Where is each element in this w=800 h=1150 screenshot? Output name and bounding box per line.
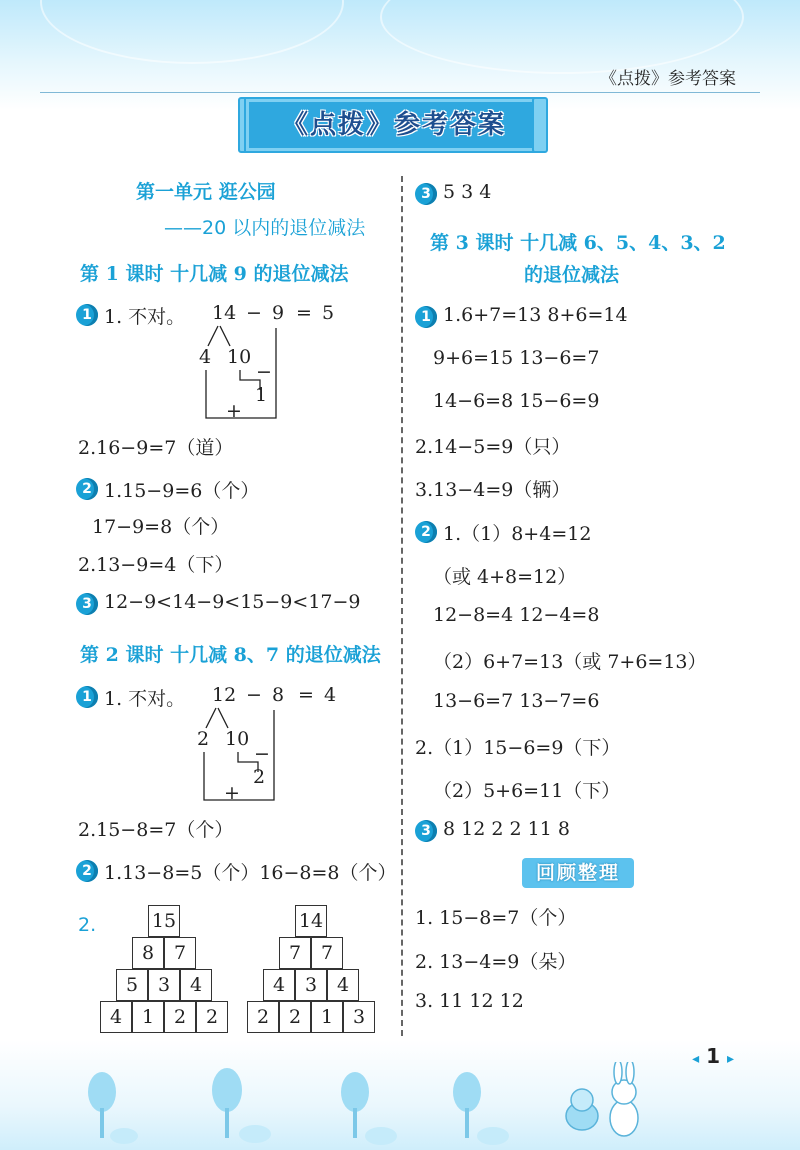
bottom-decorative-band <box>0 1040 800 1150</box>
l2-split-minus: − <box>254 743 270 765</box>
section-badge-1-icon: 1 <box>76 686 98 708</box>
tree-icon <box>205 1066 275 1150</box>
pyramid2-cell: 1 <box>311 1001 343 1033</box>
lesson-1-title: 第 1 课时 十几减 9 的退位减法 <box>80 263 349 285</box>
pyramid1-cell: 4 <box>100 1001 132 1033</box>
pyramid1-cell: 2 <box>164 1001 196 1033</box>
pyramid1-cell: 1 <box>132 1001 164 1033</box>
l3-s1-l4: 2.14−5=9（只） <box>415 436 571 458</box>
l3-s1-l3: 14−6=8 15−6=9 <box>433 390 600 412</box>
l1-s1-q2: 2.16−9=7（道） <box>78 437 234 459</box>
cartoon-animals-icon <box>562 1062 652 1150</box>
page-title-banner: 《点拨》参考答案 <box>246 99 542 151</box>
l3-s2-l2: （或 4+8=12） <box>433 566 577 588</box>
swirl-decoration <box>40 0 344 64</box>
page-number <box>692 1044 734 1068</box>
l1-s3-text: 12−9<14−9<15−9<17−9 <box>104 591 361 613</box>
l2-q1-minuend: 12 <box>212 684 237 706</box>
column-divider <box>401 176 403 1036</box>
l3-s2-l4: （2）6+7=13（或 7+6=13） <box>433 651 707 673</box>
l1-s2-q2: 2.13−9=4（下） <box>78 554 234 576</box>
pyramid1-cell: 3 <box>148 969 180 1001</box>
section-badge-3-icon: 3 <box>415 820 437 842</box>
r-s3-text: 5 3 4 <box>443 181 492 203</box>
l1-s2-q1: 1.15−9=6（个） <box>104 480 260 502</box>
l3-s1-l2: 9+6=15 13−6=7 <box>433 347 600 369</box>
l2-q1-minus: − <box>246 684 262 706</box>
pyramid1-cell: 5 <box>116 969 148 1001</box>
section-badge-2-icon: 2 <box>76 478 98 500</box>
header-tag: 《点拨》参考答案 <box>600 69 736 89</box>
page-number-value: 1 <box>706 1044 720 1068</box>
lesson-3-title-line1: 第 3 课时 十几减 6、5、4、3、2 <box>430 232 726 254</box>
l2-s2-q1: 1.13−8=5（个）16−8=8（个） <box>104 862 397 884</box>
pyramid2-cell: 14 <box>295 905 327 937</box>
review-l2: 2. 13−4=9（朵） <box>415 951 577 973</box>
l3-s2-l1: 1.（1）8+4=12 <box>443 523 592 545</box>
prev-arrow-icon: ◂ <box>692 1051 700 1067</box>
section-badge-1-icon: 1 <box>76 304 98 326</box>
l1-q1-minus: − <box>246 302 262 324</box>
section-badge-2-icon: 2 <box>76 860 98 882</box>
l2-q1-result: 4 <box>324 684 337 706</box>
pyramid2-cell: 4 <box>263 969 295 1001</box>
unit-subtitle: ——20 以内的退位减法 <box>164 217 366 239</box>
review-l1: 1. 15−8=7（个） <box>415 907 577 929</box>
l2-split-10: 10 <box>225 728 250 750</box>
l2-s1-q2: 2.15−8=7（个） <box>78 819 234 841</box>
tree-icon <box>82 1070 142 1150</box>
l1-split-1: 1 <box>255 384 268 406</box>
l1-split-10: 10 <box>227 346 252 368</box>
l2-s2-q2-label: 2. <box>78 914 97 936</box>
l3-s2-l7: （2）5+6=11（下） <box>433 780 621 802</box>
section-badge-2-icon: 2 <box>415 521 437 543</box>
l3-s2-l6: 2.（1）15−6=9（下） <box>415 737 621 759</box>
section-badge-3-icon: 3 <box>415 183 437 205</box>
l3-s1-l1: 1.6+7=13 8+6=14 <box>443 304 628 326</box>
tree-icon <box>447 1070 517 1150</box>
l2-s1-q1-label: 1. 不对。 <box>104 688 186 710</box>
l1-split-4: 4 <box>199 346 212 368</box>
l1-s2-q1b: 17−9=8（个） <box>92 516 230 538</box>
l1-q1-equals: = <box>296 302 312 324</box>
l1-s1-q1-label: 1. 不对。 <box>104 306 186 328</box>
lesson-2-title: 第 2 课时 十几减 8、7 的退位减法 <box>80 644 381 666</box>
pyramid2-cell: 3 <box>295 969 327 1001</box>
pyramid2-cell: 7 <box>279 937 311 969</box>
l1-split-minus: − <box>256 361 272 383</box>
swirl-decoration <box>380 0 744 74</box>
lesson-3-title-line2: 的退位减法 <box>524 264 620 286</box>
tree-icon <box>335 1070 405 1150</box>
pyramid1-cell: 8 <box>132 937 164 969</box>
section-badge-3-icon: 3 <box>76 593 98 615</box>
l1-q1-result: 5 <box>322 302 335 324</box>
l2-split-2b: 2 <box>253 766 266 788</box>
section-badge-1-icon: 1 <box>415 306 437 328</box>
pyramid2-cell: 7 <box>311 937 343 969</box>
review-heading: 回顾整理 <box>522 858 634 888</box>
l1-q1-minuend: 14 <box>212 302 237 324</box>
l2-split-2: 2 <box>197 728 210 750</box>
l3-s2-l3: 12−8=4 12−4=8 <box>433 604 600 626</box>
l1-q1-subtrahend: 9 <box>272 302 285 324</box>
pyramid2-cell: 4 <box>327 969 359 1001</box>
pyramid2-cell: 2 <box>247 1001 279 1033</box>
pyramid1-cell: 4 <box>180 969 212 1001</box>
l3-s3-text: 8 12 2 2 11 8 <box>443 818 570 840</box>
top-decorative-band <box>0 0 800 110</box>
header-rule <box>40 92 760 93</box>
pyramid1-cell: 15 <box>148 905 180 937</box>
pyramid2-cell: 2 <box>279 1001 311 1033</box>
l2-q1-equals: = <box>298 684 314 706</box>
next-arrow-icon: ▸ <box>726 1051 734 1067</box>
pyramid1-cell: 2 <box>196 1001 228 1033</box>
banner-scroll-right <box>532 97 548 153</box>
review-l3: 3. 11 12 12 <box>415 990 524 1012</box>
l2-q1-subtrahend: 8 <box>272 684 285 706</box>
pyramid1-cell: 7 <box>164 937 196 969</box>
l3-s2-l5: 13−6=7 13−7=6 <box>433 690 600 712</box>
unit-title: 第一单元 逛公园 <box>136 181 276 203</box>
l1-split-plus: + <box>226 400 242 422</box>
l3-s1-l5: 3.13−4=9（辆） <box>415 479 571 501</box>
l2-split-plus: + <box>224 782 240 804</box>
pyramid2-cell: 3 <box>343 1001 375 1033</box>
